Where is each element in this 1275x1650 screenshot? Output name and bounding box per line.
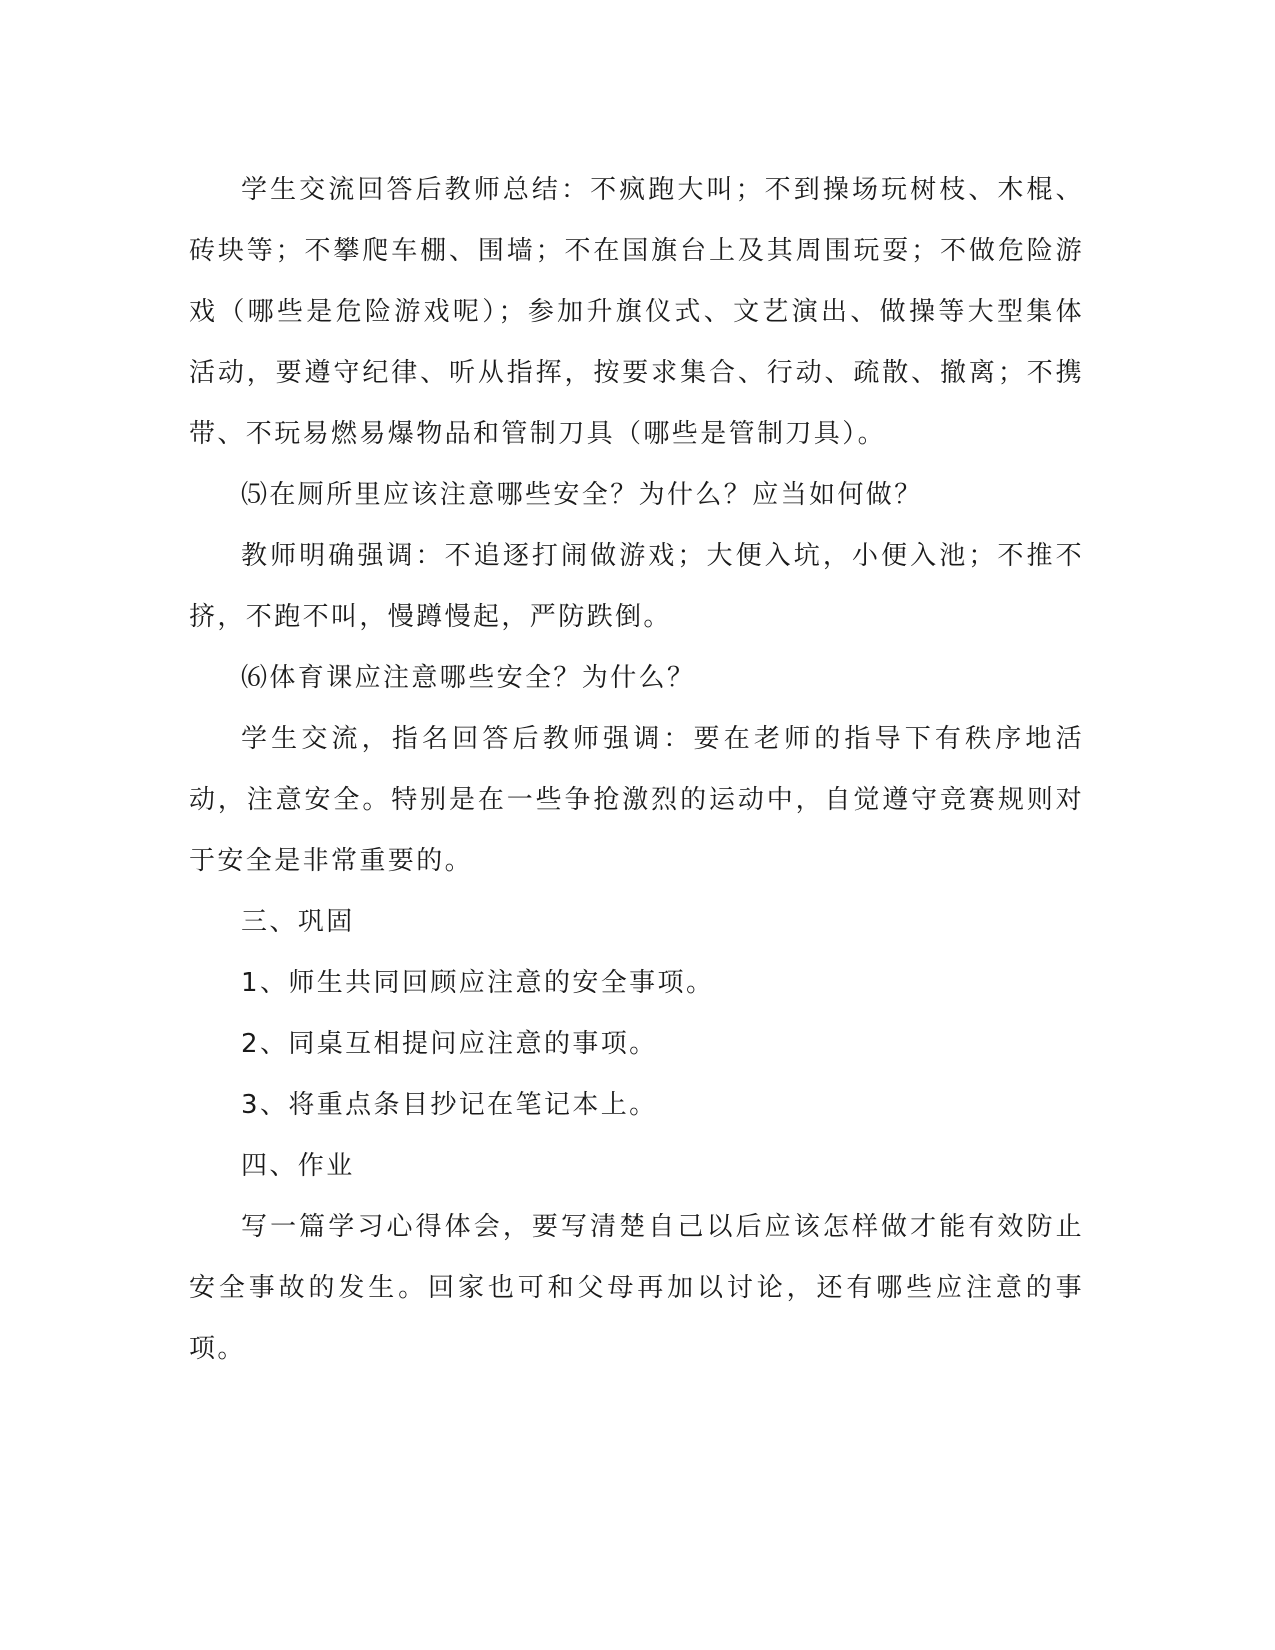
paragraph-homework: 写一篇学习心得体会，要写清楚自己以后应该怎样做才能有效防止安全事故的发生。回家也可和父母再加以讨论，还有哪些应注意的事项。 bbox=[189, 1212, 1084, 1364]
paragraph-pe-emphasis: 学生交流，指名回答后教师强调：要在老师的指导下有秩序地活动，注意安全。特别是在一些争抢激烈的运动中，自觉遵守竞赛规则对于安全是非常重要的。 bbox=[189, 724, 1084, 876]
document-body bbox=[189, 160, 1084, 1380]
section-heading-consolidate: 三、巩固 bbox=[241, 907, 355, 937]
paragraph-teacher-summary: 学生交流回答后教师总结：不疯跑大叫；不到操场玩树枝、木棍、砖块等；不攀爬车棚、围墙；不在国旗台上及其周围玩耍；不做危险游戏（哪些是危险游戏呢）；参加升旗仪式、文艺演出、做操等大型集体活动，要遵守纪律、听从指挥，按要求集合、行动、疏散、撤离；不携带、不玩易燃易爆物品和管制刀具（哪些是管制刀具）。 bbox=[189, 175, 1084, 449]
paragraph-toilet-emphasis: 教师明确强调：不追逐打闹做游戏；大便入坑，小便入池；不推不挤，不跑不叫，慢蹲慢起，严防跌倒。 bbox=[189, 541, 1084, 632]
question-toilet-safety: ⑸在厕所里应该注意哪些安全？为什么？应当如何做？ bbox=[241, 480, 923, 510]
section-heading-homework: 四、作业 bbox=[241, 1151, 355, 1181]
question-pe-safety: ⑹体育课应注意哪些安全？为什么？ bbox=[241, 663, 696, 693]
list-item-peer-questions: 2、同桌互相提问应注意的事项。 bbox=[241, 1029, 658, 1059]
list-item-review: 1、师生共同回顾应注意的安全事项。 bbox=[241, 968, 715, 998]
list-item-notes: 3、将重点条目抄记在笔记本上。 bbox=[241, 1090, 658, 1120]
